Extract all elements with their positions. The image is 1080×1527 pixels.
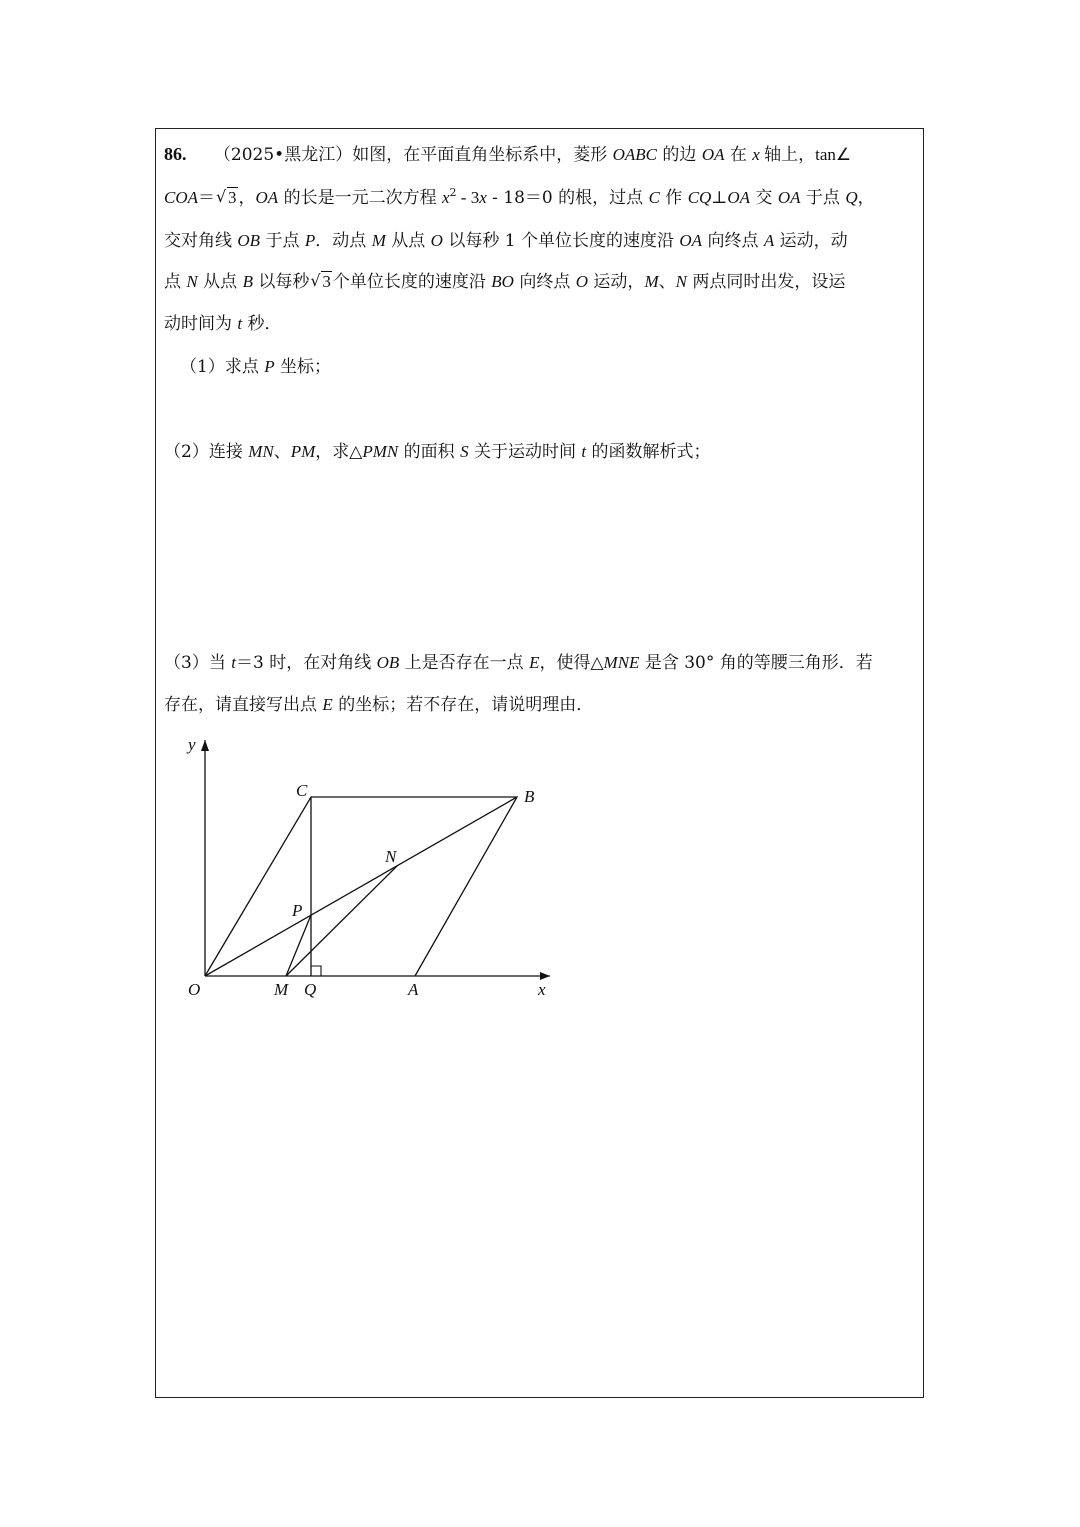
label-p: P bbox=[292, 901, 303, 920]
part-3-question-line-1: （3）当 t＝3 时，在对角线 OB 上是否存在一点 E，使得△MNE 是含 30° 角的等腰三角形．若 bbox=[164, 653, 873, 673]
label-b: B bbox=[524, 787, 535, 806]
label-a: A bbox=[408, 980, 419, 999]
y-axis-arrow-icon bbox=[201, 740, 209, 751]
problem-line-5: 动时间为 t 秒． bbox=[164, 314, 282, 334]
label-o: O bbox=[188, 980, 201, 999]
problem-line-3: 交对角线 OB 于点 P．动点 M 从点 O 以每秒 1 个单位长度的速度沿 OA 向终点 A 运动，动 bbox=[164, 231, 848, 251]
label-q: Q bbox=[304, 980, 317, 999]
label-m: M bbox=[274, 980, 289, 999]
part-3-question-line-2: 存在，请直接写出点 E 的坐标；若不存在，请说明理由． bbox=[164, 695, 594, 715]
segment-pm bbox=[286, 915, 311, 976]
part-2-question: （2）连接 MN、PM，求△PMN 的面积 S 关于运动时间 t 的函数解析式； bbox=[164, 442, 711, 462]
problem-line-2: COA＝√ 3 ，OA 的长是一元二次方程 $x^2 - 3x - 18=0$ 的根，过点 C 作 CQ⊥OA 交 OA 于点 Q， bbox=[164, 186, 875, 210]
diagonal-ob bbox=[205, 797, 517, 976]
geometry-figure bbox=[180, 730, 570, 1010]
problem-number: 86. bbox=[164, 144, 187, 164]
problem-source: （2025•黑龙江） bbox=[213, 145, 353, 165]
sqrt-symbol: √ 3 bbox=[216, 186, 238, 210]
label-y: y bbox=[188, 735, 196, 754]
part-1-question: （1）求点 P 坐标； bbox=[180, 357, 332, 377]
label-x: x bbox=[538, 980, 546, 999]
label-n: N bbox=[385, 847, 397, 866]
sqrt-symbol: √ 3 bbox=[310, 270, 332, 294]
label-c: C bbox=[296, 781, 308, 800]
problem-line-4: 点 N 从点 B 以每秒√ 3 个单位长度的速度沿 BO 向终点 O 运动，M、N 两点同时出发，设运 bbox=[164, 270, 845, 294]
x-axis-arrow-icon bbox=[540, 972, 550, 980]
segment-mn bbox=[286, 866, 397, 976]
problem-line-1: 86. （2025•黑龙江）如图，在平面直角坐标系中，菱形 OABC 的边 OA 在 x 轴上，tan∠ bbox=[164, 144, 852, 165]
right-angle-mark bbox=[311, 966, 321, 976]
